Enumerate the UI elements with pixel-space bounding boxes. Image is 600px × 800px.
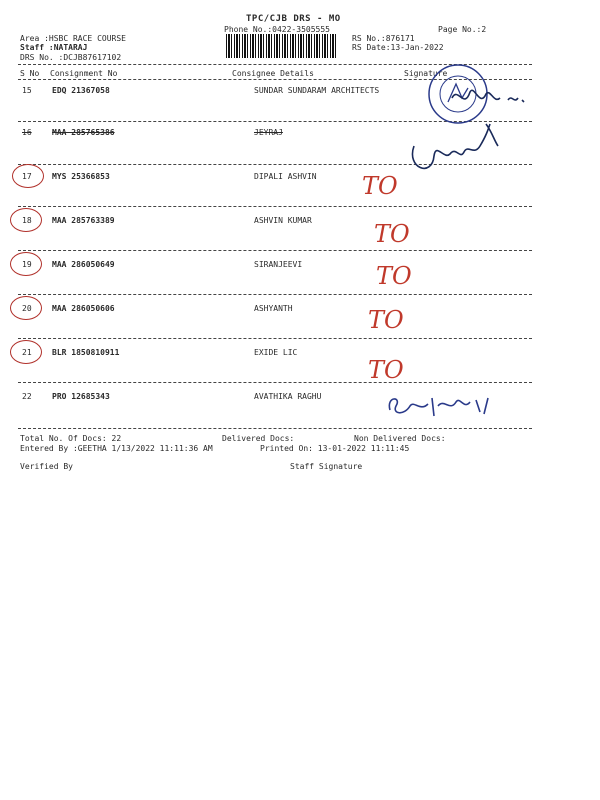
row-divider	[18, 294, 532, 295]
rs-number: RS No.:876171	[352, 34, 415, 43]
area-label: Area :HSBC RACE COURSE	[20, 34, 126, 43]
handwritten-signature	[384, 388, 504, 422]
barcode	[226, 34, 338, 58]
row-consignment: MAA 286050649	[52, 260, 115, 269]
col-signature: Signature	[404, 69, 448, 78]
row-sno: 18	[22, 216, 32, 225]
row-divider	[18, 428, 532, 429]
handwritten-mark: TO	[374, 220, 410, 248]
row-consignee: EXIDE LIC	[254, 348, 298, 357]
rs-date: RS Date:13-Jan-2022	[352, 43, 444, 52]
row-sno: 21	[22, 348, 32, 357]
entered-by: Entered By :GEETHA 1/13/2022 11:11:36 AM	[20, 444, 213, 453]
red-circle-annotation	[12, 164, 44, 188]
red-circle-annotation	[10, 208, 42, 232]
handwritten-mark: TO	[362, 172, 398, 200]
row-consignee: AVATHIKA RAGHU	[254, 392, 322, 401]
row-consignee: SIRANJEEVI	[254, 260, 303, 269]
staff-label: Staff :NATARAJ	[20, 43, 88, 52]
row-divider	[18, 338, 532, 339]
document-title: TPC/CJB DRS - MO	[246, 14, 341, 24]
row-sno: 19	[22, 260, 32, 269]
staff-signature: Staff Signature	[290, 462, 363, 471]
non-delivered-docs: Non Delivered Docs:	[354, 434, 446, 443]
row-consignee: JEYRAJ	[254, 128, 283, 137]
handwritten-signature	[448, 80, 532, 116]
drs-number: DRS No. :DCJB87617102	[20, 53, 122, 62]
row-consignee: ASHVIN KUMAR	[254, 216, 312, 225]
row-consignment: PRO 12685343	[52, 392, 110, 401]
col-consignee: Consignee Details	[232, 69, 314, 78]
row-consignee: ASHYANTH	[254, 304, 293, 313]
total-docs: Total No. Of Docs: 22	[20, 434, 122, 443]
red-circle-annotation	[10, 296, 42, 320]
row-consignment: MAA 285763389	[52, 216, 115, 225]
red-circle-annotation	[10, 340, 42, 364]
delivered-docs: Delivered Docs:	[222, 434, 295, 443]
row-consignment: EDQ 21367058	[52, 86, 110, 95]
row-consignment: MYS 25366853	[52, 172, 110, 181]
row-sno: 15	[22, 86, 32, 95]
row-sno: 22	[22, 392, 32, 401]
row-consignee: DIPALI ASHVIN	[254, 172, 317, 181]
printed-on: Printed On: 13-01-2022 11:11:45	[260, 444, 410, 453]
row-consignee: SUNDAR SUNDARAM ARCHITECTS	[254, 86, 380, 95]
phone-number: Phone No.:0422-3505555	[224, 25, 330, 34]
handwritten-mark: TO	[368, 306, 404, 334]
row-divider	[18, 382, 532, 383]
handwritten-mark: TO	[376, 262, 412, 290]
handwritten-signature	[402, 116, 502, 186]
col-sno: S No	[20, 69, 40, 78]
row-consignment: BLR 1850810911	[52, 348, 120, 357]
row-sno: 20	[22, 304, 32, 313]
col-consignment: Consignment No	[50, 69, 118, 78]
page-number: Page No.:2	[438, 25, 487, 34]
handwritten-mark: TO	[368, 356, 404, 384]
row-consignment: MAA 285765386	[52, 128, 115, 137]
row-sno: 16	[22, 128, 32, 137]
row-divider	[18, 250, 532, 251]
red-circle-annotation	[10, 252, 42, 276]
row-sno: 17	[22, 172, 32, 181]
row-divider	[18, 206, 532, 207]
verified-by: Verified By	[20, 462, 73, 471]
row-consignment: MAA 286050606	[52, 304, 115, 313]
